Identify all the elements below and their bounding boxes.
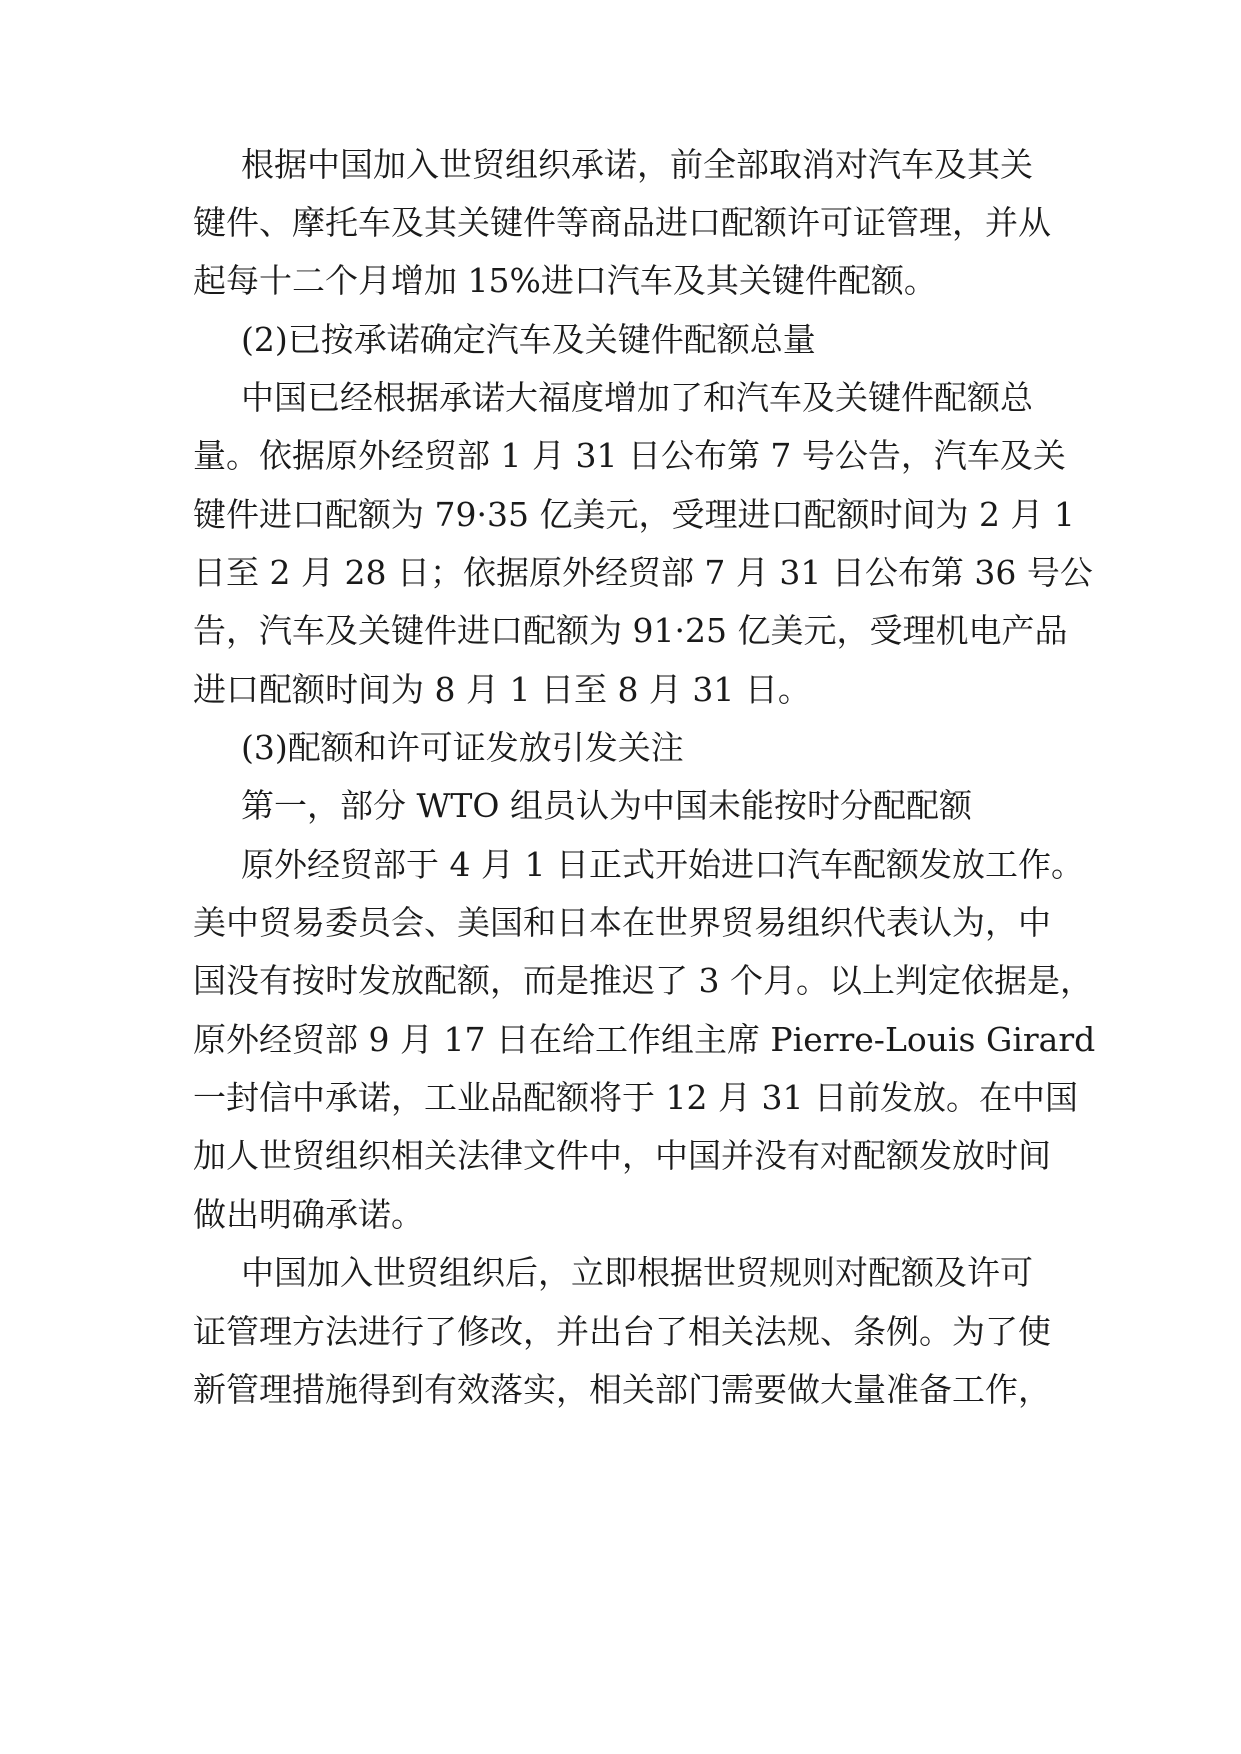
paragraph-line: 起每十二个月增加 15%进口汽车及其关键件配额。 — [193, 261, 937, 300]
paragraph-line: 键件、摩托车及其关键件等商品进口配额许可证管理，并从 — [193, 203, 1051, 242]
section-heading: (2)已按承诺确定汽车及关键件配额总量 — [241, 320, 816, 359]
paragraph-line: 新管理措施得到有效落实，相关部门需要做大量准备工作， — [193, 1370, 1051, 1409]
paragraph-line: 键件进口配额为 79·35 亿美元，受理进口配额时间为 2 月 1 — [193, 495, 1075, 534]
paragraph-line: 日至 2 月 28 日；依据原外经贸部 7 月 31 日公布第 36 号公 — [193, 553, 1093, 592]
section-heading: (3)配额和许可证发放引发关注 — [241, 728, 684, 767]
paragraph-line: 中国已经根据承诺大福度增加了和汽车及关键件配额总 — [241, 378, 1033, 417]
subsection-heading: 第一，部分 WTO 组员认为中国未能按时分配配额 — [241, 786, 972, 825]
paragraph-line: 美中贸易委员会、美国和日本在世界贸易组织代表认为，中 — [193, 903, 1051, 942]
paragraph-line: 国没有按时发放配额，而是推迟了 3 个月。以上判定依据是， — [193, 961, 1093, 1000]
paragraph-line: 加人世贸组织相关法律文件中，中国并没有对配额发放时间 — [193, 1136, 1051, 1175]
paragraph-line: 做出明确承诺。 — [193, 1195, 424, 1234]
paragraph-line: 原外经贸部于 4 月 1 日正式开始进口汽车配额发放工作。 — [241, 845, 1084, 884]
paragraph-line: 中国加入世贸组织后，立即根据世贸规则对配额及许可 — [241, 1253, 1033, 1292]
paragraph-line: 进口配额时间为 8 月 1 日至 8 月 31 日。 — [193, 670, 811, 709]
paragraph-line: 根据中国加入世贸组织承诺，前全部取消对汽车及其关 — [241, 145, 1033, 184]
paragraph-line: 证管理方法进行了修改，并出台了相关法规、条例。为了使 — [193, 1312, 1051, 1351]
paragraph-line: 告，汽车及关键件进口配额为 91·25 亿美元，受理机电产品 — [193, 611, 1068, 650]
paragraph-line: 一封信中承诺，工业品配额将于 12 月 31 日前发放。在中国 — [193, 1078, 1078, 1117]
paragraph-line: 原外经贸部 9 月 17 日在给工作组主席 Pierre-Louis Girard — [193, 1020, 1096, 1059]
paragraph-line: 量。依据原外经贸部 1 月 31 日公布第 7 号公告，汽车及关 — [193, 436, 1066, 475]
